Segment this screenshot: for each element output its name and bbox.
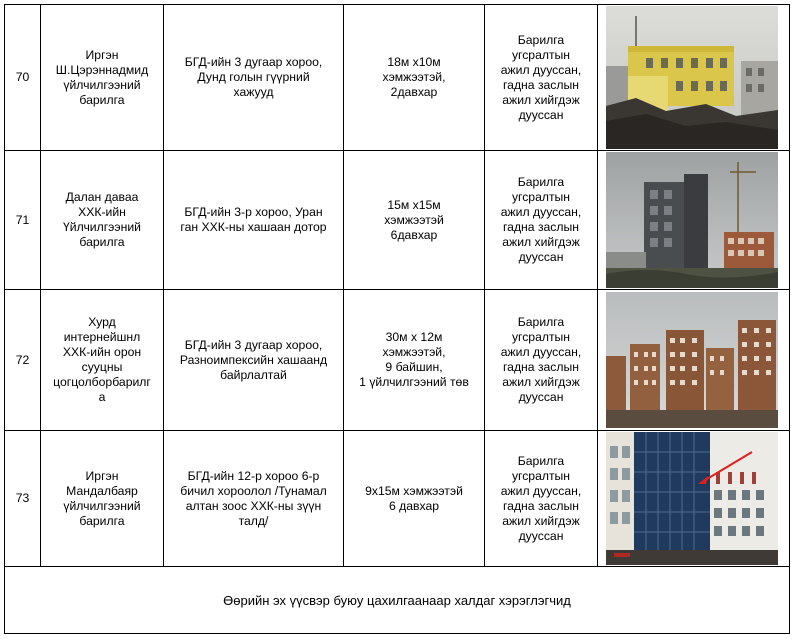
owner-cell: Иргэн Ш.Цэрэннадмид үйлчилгээний барилга (41, 5, 164, 151)
location-cell: БГД-ийн 3-р хороо, Уран ган ХХК-ны хашаан дотор (164, 151, 344, 290)
photo-cell (598, 5, 790, 151)
footer-row (5, 567, 790, 634)
table-row (5, 151, 790, 290)
photo-cell (598, 290, 790, 431)
status-cell: Барилга угсралтын ажил дууссан, гадна заслын ажил хийгдэж дууссан (485, 5, 598, 151)
location-cell: БГД-ийн 12-р хороо 6-р бичил хороолол /Тунамал алтан зоос ХХК-ны зүүн талд/ (164, 431, 344, 567)
owner-cell: Иргэн Мандалбаяр үйлчилгээний барилга (41, 431, 164, 567)
location-cell: БГД-ийн 3 дугаар хороо, Разноимпексийн хашаанд байрлалтай (164, 290, 344, 431)
owner-cell: Хурд интернейшнл ХХК-ийн орон сууцны цогцолборбарилг а (41, 290, 164, 431)
footer-note: Өөрийн эх үүсвэр буюу цахилгаанаар халдаг хэрэглэгчид (5, 567, 790, 634)
row-number: 71 (5, 151, 41, 290)
glass-facade-building-photo (606, 432, 778, 565)
size-cell: 15м х15м хэмжээтэй 6давхар (344, 151, 485, 290)
table-row (5, 431, 790, 567)
photo-cell (598, 151, 790, 290)
table-row (5, 290, 790, 431)
status-cell: Барилга угсралтын ажил дууссан, гадна заслын ажил хийгдэж дууссан (485, 431, 598, 567)
status-cell: Барилга угсралтын ажил дууссан, гадна заслын ажил хийгдэж дууссан (485, 290, 598, 431)
size-cell: 30м х 12м хэмжээтэй, 9 байшин, 1 үйлчилгээний төв (344, 290, 485, 431)
yellow-two-storey-building-photo (606, 6, 778, 149)
size-cell: 9х15м хэмжээтэй 6 давхар (344, 431, 485, 567)
row-number: 72 (5, 290, 41, 431)
row-number: 73 (5, 431, 41, 567)
building-table (4, 4, 790, 634)
owner-cell: Далан даваа ХХК-ийн Үйлчилгээний барилга (41, 151, 164, 290)
table-row (5, 5, 790, 151)
grey-six-storey-building-photo (606, 152, 778, 288)
row-number: 70 (5, 5, 41, 151)
photo-cell (598, 431, 790, 567)
brick-apartment-complex-photo (606, 292, 778, 428)
status-cell: Барилга угсралтын ажил дууссан, гадна заслын ажил хийгдэж дууссан (485, 151, 598, 290)
location-cell: БГД-ийн 3 дугаар хороо, Дунд голын гүүрний хажууд (164, 5, 344, 151)
size-cell: 18м х10м хэмжээтэй, 2давхар (344, 5, 485, 151)
